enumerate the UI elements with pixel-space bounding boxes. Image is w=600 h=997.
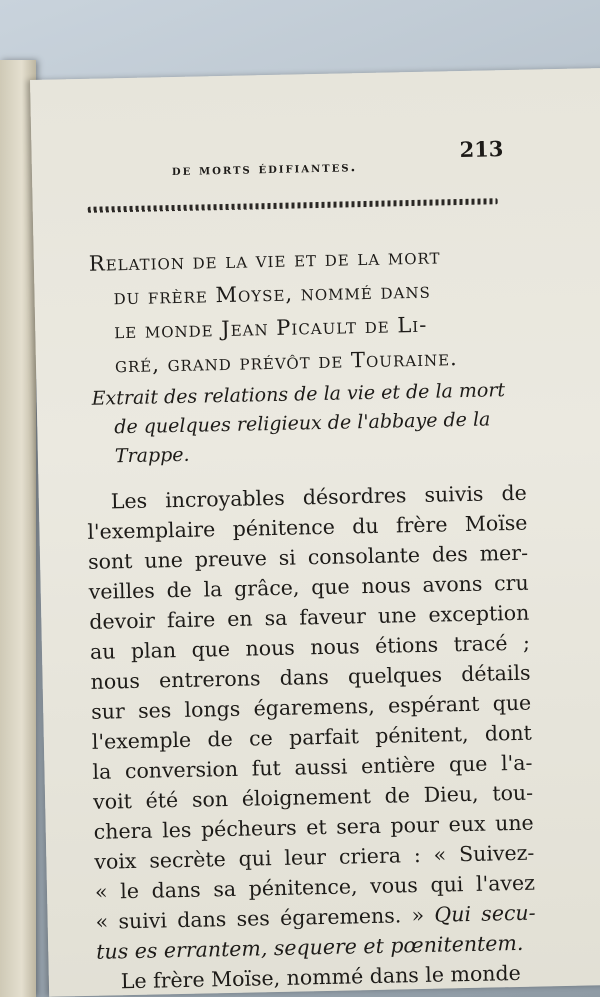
page-number: 213: [459, 136, 504, 163]
ornamental-rule: [88, 198, 498, 213]
latin-quote: Qui secu-: [434, 900, 536, 927]
body-line: Le frère Moïse, nommé dans le monde: [120, 960, 521, 994]
body-line: « suivi dans ses égaremens. »: [95, 902, 435, 934]
title-line: Relation de la vie et de la mort: [88, 244, 441, 276]
body-line: devoir faire en sa faveur une exception: [89, 600, 530, 634]
body-line: « le dans sa pénitence, vous qui l'avez: [94, 870, 536, 904]
body-line: sont une preuve si consolante des mer-: [87, 540, 529, 574]
subtitle-line: Trappe.: [114, 443, 190, 468]
body-line: sur ses longs égaremens, espérant que: [90, 690, 532, 724]
latin-quote-continued: tus es errantem, sequere et pœnitentem.: [96, 930, 524, 964]
body-line: la conversion fut aussi entière que l'a-: [92, 750, 533, 784]
subtitle-line: Extrait des relations de la vie et de la mort: [91, 379, 506, 410]
running-head: de morts édifiantes.: [171, 159, 358, 180]
body-paragraph: [87, 478, 538, 997]
subtitle: [91, 376, 513, 472]
body-line: veilles de la grâce, que nous avons cru: [88, 570, 529, 604]
body-line: Les incroyables désordres suivis de: [110, 480, 528, 514]
body-line: l'exemple de ce parfait pénitent, dont: [91, 720, 533, 754]
previous-page-edge: [0, 60, 36, 997]
chapter-title: [89, 238, 512, 383]
body-line: au plan que nous nous étions tracé ;: [89, 630, 531, 664]
body-line: chera les pécheurs et sera pour eux une: [93, 810, 534, 844]
subtitle-line: de quelques religieux de l'abbaye de la: [114, 408, 491, 439]
body-line: voix secrète qui leur criera : « Suivez-: [94, 840, 535, 874]
title-line: le monde Jean Picault de Li-: [114, 312, 428, 344]
title-line: du frère Moyse, nommé dans: [113, 278, 431, 310]
title-line: gré, grand prévôt de Touraine.: [114, 346, 458, 378]
body-line: l'exemplaire pénitence du frère Moïse: [87, 510, 528, 544]
body-line: voit été son éloignement de Dieu, tou-: [92, 780, 534, 814]
book-page: [30, 68, 600, 997]
body-line: nous entrerons dans quelques détails: [90, 660, 531, 694]
